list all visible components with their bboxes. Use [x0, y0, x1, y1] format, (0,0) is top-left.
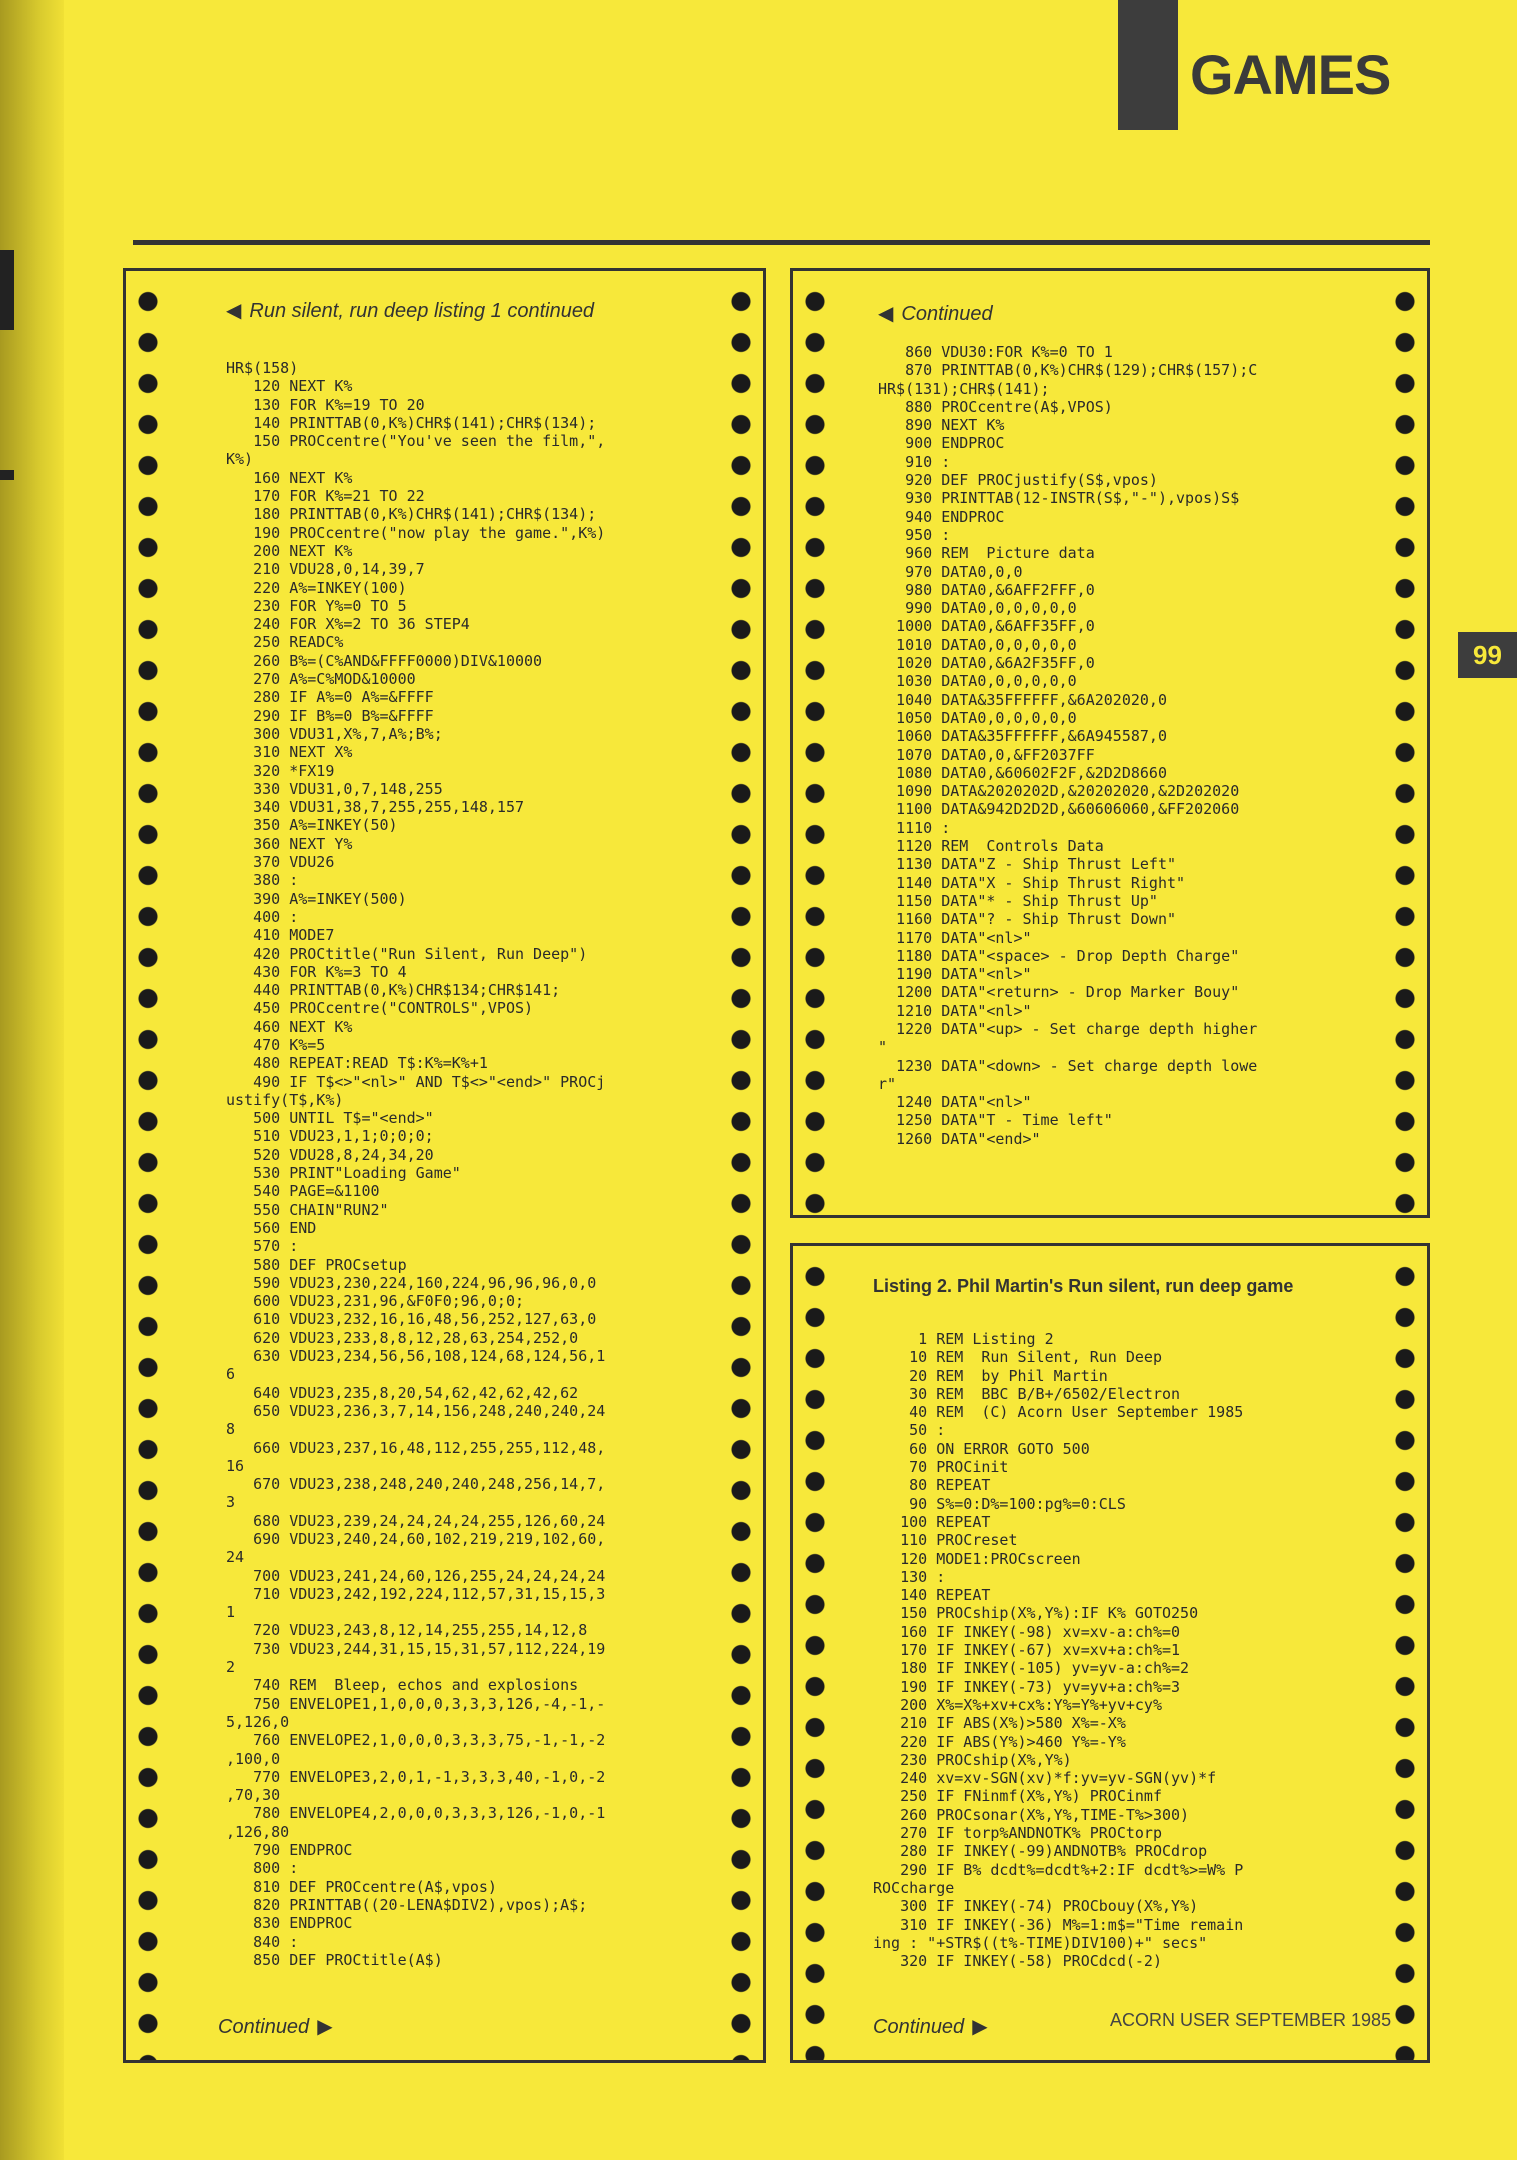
arrow-left-icon: ◀ — [878, 303, 894, 325]
header-bar — [1118, 0, 1178, 130]
listing-title: Listing 2. Phil Martin's Run silent, run deep game — [873, 1276, 1294, 1296]
arrow-right-icon: ▶ — [972, 2016, 988, 2038]
arrow-left-icon: ◀ — [226, 300, 242, 322]
listing-panel-1 — [123, 268, 766, 2063]
perforation-left — [136, 271, 160, 2060]
listing-panel-3 — [790, 1243, 1430, 2063]
listing-panel-2 — [790, 268, 1430, 1218]
code-listing: 860 VDU30:FOR K%=0 TO 1 870 PRINTTAB(0,K%)CHR$(129);CHR$(157);C HR$(131);CHR$(141); 880 PROCcentre(A$,VPOS) 890 NEXT K% 900 ENDPROC 910 : 920 DEF PROCjustify(S$,vpos) 930 PRINTTAB(12-INSTR(S$,"-"),vpos)S$ 940 ENDPROC 950 : 960 REM Picture data 970 DATA0,0,0 980 DATA0,&6AFF2FFF,0 990 DATA0,0,0,0,0,0 1000 DATA0,&6AFF35FF,0 1010 DATA0,0,0,0,0,0 1020 DATA0,&6A2F35FF,0 1030 DATA0,0,0,0,0,0 1040 DATA&35FFFFFF,&6A202020,0 1050 DATA0,0,0,0,0,0 1060 DATA&35FFFFFF,&6A945587,0 1070 DATA0,0,&FF2037FF 1080 DATA0,&60602F2F,&2D2D8660 1090 DATA&2020202D,&20202020,&2D202020 1100 DATA&942D2D2D,&60606060,&FF202060 1110 : 1120 REM Controls Data 1130 DATA"Z - Ship Thrust Left" 1140 DATA"X - Ship Thrust Right" 1150 DATA"* - Ship Thrust Up" 1160 DATA"? - Ship Thrust Down" 1170 DATA"<nl>" 1180 DATA"<space> - Drop Depth Charge" 1190 DATA"<nl>" 1200 DATA"<return> - Drop Marker Bouy" 1210 DATA"<nl>" 1220 DATA"<up> - Set charge depth higher " 1230 DATA"<down> - Set charge depth lowe r" 1240 DATA"<nl>" 1250 DATA"T - Time left" 1260 DATA"<end>" — [878, 343, 1258, 1148]
perforation-right — [1393, 1246, 1417, 2060]
perforation-left — [803, 1246, 827, 2060]
perforation-left — [803, 271, 827, 1215]
continued-label: Continued ▶ — [218, 2016, 333, 2038]
perforation-right — [1393, 271, 1417, 1215]
listing-caption: ◀ Run silent, run deep listing 1 continued — [226, 300, 595, 322]
code-listing: HR$(158) 120 NEXT K% 130 FOR K%=19 TO 20 140 PRINTTAB(0,K%)CHR$(141);CHR$(134); 150 PROCcentre("You've seen the film,", K%) 160 NEXT K% 170 FOR K%=21 TO 22 180 PRINTTAB(0,K%)CHR$(141);CHR$(134); 190 PROCcentre("now play the game.",K%) 200 NEXT K% 210 VDU28,0,14,39,7 220 A%=INKEY(100) 230 FOR Y%=0 TO 5 240 FOR X%=2 TO 36 STEP4 250 READC% 260 B%=(C%AND&FFFF0000)DIV&10000 270 A%=C%MOD&10000 280 IF A%=0 A%=&FFFF 290 IF B%=0 B%=&FFFF 300 VDU31,X%,7,A%;B%; 310 NEXT X% 320 *FX19 330 VDU31,0,7,148,255 340 VDU31,38,7,255,255,148,157 350 A%=INKEY(50) 360 NEXT Y% 370 VDU26 380 : 390 A%=INKEY(500) 400 : 410 MODE7 420 PROCtitle("Run Silent, Run Deep") 430 FOR K%=3 TO 4 440 PRINTTAB(0,K%)CHR$134;CHR$141; 450 PROCcentre("CONTROLS",VPOS) 460 NEXT K% 470 K%=5 480 REPEAT:READ T$:K%=K%+1 490 IF T$<>"<nl>" AND T$<>"<end>" PROCj ustify(T$,K%) 500 UNTIL T$="<end>" 510 VDU23,1,1;0;0;0; 520 VDU28,8,24,34,20 530 PRINT"Loading Game" 540 PAGE=&1100 550 CHAIN"RUN2" 560 END 570 : 580 DEF PROCsetup 590 VDU23,230,224,160,224,96,96,96,0,0 600 VDU23,231,96,&F0F0;96,0;0; 610 VDU23,232,16,16,48,56,252,127,63,0 620 VDU23,233,8,8,12,28,63,254,252,0 630 VDU23,234,56,56,108,124,68,124,56,1 6 640 VDU23,235,8,20,54,62,42,62,42,62 650 VDU23,236,3,7,14,156,248,240,240,24 8 660 VDU23,237,16,48,112,255,255,112,48, 16 670 VDU23,238,248,240,240,248,256,14,7, 3 680 VDU23,239,24,24,24,24,255,126,60,24 690 VDU23,240,24,60,102,219,219,102,60, 24 700 VDU23,241,24,60,126,255,24,24,24,24 710 VDU23,242,192,224,112,57,31,15,15,3 1 720 VDU23,243,8,12,14,255,255,14,12,8 730 VDU23,244,31,15,15,31,57,112,224,19 2 740 REM Bleep, echos and explosions 750 ENVELOPE1,1,0,0,0,3,3,3,126,-4,-1,- 5,126,0 760 ENVELOPE2,1,0,0,0,3,3,3,75,-1,-1,-2 ,100,0 770 ENVELOPE3,2,0,1,-1,3,3,3,40,-1,0,-2 ,70,30 780 ENVELOPE4,2,0,0,0,3,3,3,126,-1,0,-1 ,126,80 790 ENDPROC 800 : 810 DEF PROCcentre(A$,vpos) 820 PRINTTAB((20-LENA$DIV2),vpos);A$; 830 ENDPROC 840 : 850 DEF PROCtitle(A$) — [226, 359, 606, 1969]
page-footer: ACORN USER SEPTEMBER 1985 — [1110, 2010, 1392, 2030]
spine-mark — [0, 470, 14, 480]
section-title: GAMES — [1190, 43, 1391, 106]
listing-caption: ◀ Continued — [878, 303, 993, 325]
page-spine — [0, 0, 64, 2160]
spine-mark — [0, 250, 14, 330]
perforation-right — [729, 271, 753, 2060]
continued-label: Continued ▶ — [873, 2016, 988, 2038]
page-number: 99 — [1458, 632, 1517, 678]
arrow-right-icon: ▶ — [317, 2016, 333, 2038]
header-rule — [133, 240, 1430, 245]
code-listing: 1 REM Listing 2 10 REM Run Silent, Run Deep 20 REM by Phil Martin 30 REM BBC B/B+/6502/Electron 40 REM (C) Acorn User September 1985 50 : 60 ON ERROR GOTO 500 70 PROCinit 80 REPEAT 90 S%=0:D%=100:pg%=0:CLS 100 REPEAT 110 PROCreset 120 MODE1:PROCscreen 130 : 140 REPEAT 150 PROCship(X%,Y%):IF K% GOTO250 160 IF INKEY(-98) xv=xv-a:ch%=0 170 IF INKEY(-67) xv=xv+a:ch%=1 180 IF INKEY(-105) yv=yv-a:ch%=2 190 IF INKEY(-73) yv=yv+a:ch%=3 200 X%=X%+xv+cx%:Y%=Y%+yv+cy% 210 IF ABS(X%)>580 X%=-X% 220 IF ABS(Y%)>460 Y%=-Y% 230 PROCship(X%,Y%) 240 xv=xv-SGN(xv)*f:yv=yv-SGN(yv)*f 250 IF FNinmf(X%,Y%) PROCinmf 260 PROCsonar(X%,Y%,TIME-T%>300) 270 IF torp%ANDNOTK% PROCtorp 280 IF INKEY(-99)ANDNOTB% PROCdrop 290 IF B% dcdt%=dcdt%+2:IF dcdt%>=W% P ROCcharge 300 IF INKEY(-74) PROCbouy(X%,Y%) 310 IF INKEY(-36) M%=1:m$="Time remain ing : "+STR$((t%-TIME)DIV100)+" secs" 320 IF INKEY(-58) PROCdcd(-2) — [873, 1330, 1244, 1971]
